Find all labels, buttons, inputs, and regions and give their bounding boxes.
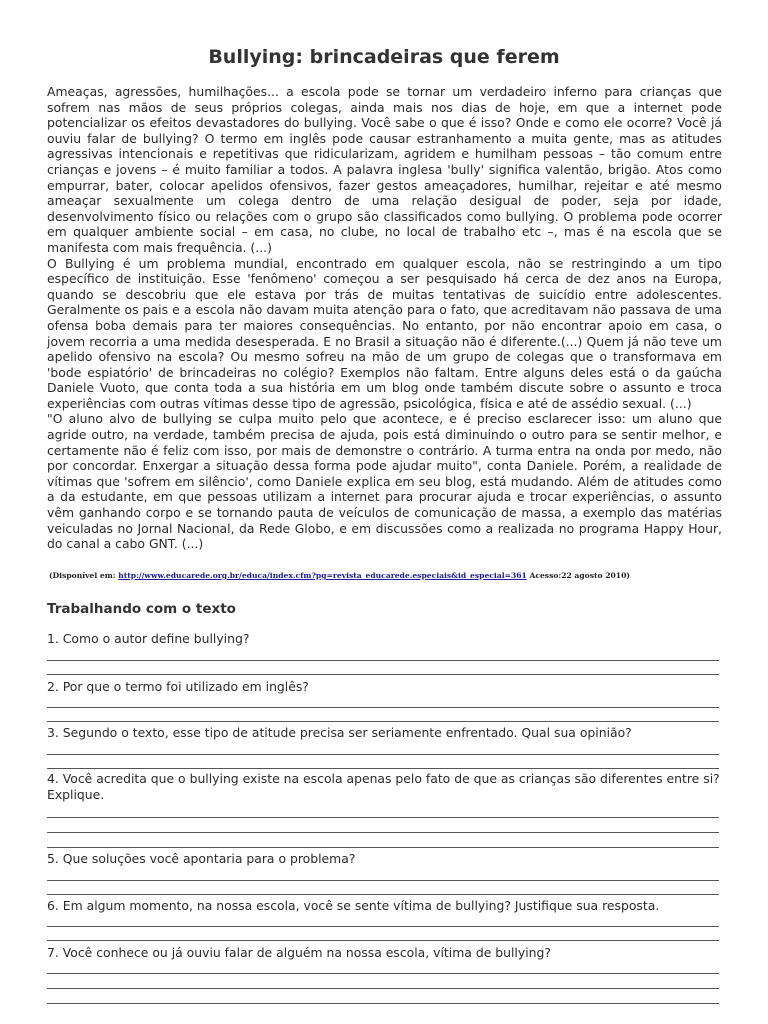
paragraph: O Bullying é um problema mundial, encontrado em qualquer escola, não se restringindo a um tipo específico de instituição. Esse 'fenômeno' começou a ser pesquisado há cerca de dez anos na Europa, quando se descobriu que ele estava por trás de muitas tentativas de suicídio entre adolescentes. Geralmente os pais e a escola não davam muita atenção para o fato, que acreditavam não passava de uma ofensa boba demais para ter maiores consequências. No entanto, por não encontrar apoio em casa, o jovem recorria a uma medida desesperada. E no Brasil a situação não é diferente.(...) Quem já não teve um apelido ofensivo na escola? Ou mesmo sofreu na mão de um grupo de colegas que o transformava em 'bode espiatório' de brincadeiras no colégio? Exemplos não faltam. Entre alguns deles está o da gaúcha Daniele Vuoto, que conta toda a sua história em um blog onde também discute sobre o assunto e troca experiências com outras vítimas desse tipo de agressão, psicológica, física e até de assédio sexual. (...) (47, 255, 722, 411)
section-title: Trabalhando com o texto (47, 601, 236, 617)
answer-line[interactable] (47, 973, 719, 974)
paragraph: "O aluno alvo de bullying se culpa muito pelo que acontece, e é preciso esclarecer isso: um aluno que agride outro, na verdade, também precisa de ajuda, pois está diminuindo o outro para se sentir melhor, e certamente não é feliz com isso, por mais de demonstre o contrário. A turma entra na onda por medo, não por concordar. Enxergar a situação dessa forma pode ajudar muito", conta Daniele. Porém, a realidade de vítimas que 'sofrem em silêncio', como Daniele explica em seu blog, está mudando. Além de atitudes como a da estudante, em que pessoas utilizam a internet para procurar ajuda e trocar experiências, o assunto vêm ganhando corpo e se tornando pauta de veículos de comunicação de massa, a exemplo das matérias veiculadas no Jornal Nacional, da Rede Globo, e em discussões como a realizada no programa Happy Hour, do canal a cabo GNT. (...) (47, 411, 722, 552)
source-prefix: (Disponível em: (49, 571, 119, 580)
answer-line[interactable] (47, 940, 719, 941)
answer-line[interactable] (47, 721, 719, 722)
page-title: Bullying: brincadeiras que ferem (208, 46, 560, 68)
source-citation (49, 571, 729, 580)
question-3: 3. Segundo o texto, esse tipo de atitude precisa ser seriamente enfrentado. Qual sua opinião? (47, 725, 632, 740)
answer-line[interactable] (47, 1003, 719, 1004)
answer-line[interactable] (47, 926, 719, 927)
question-4: 4. Você acredita que o bullying existe na escola apenas pelo fato de que as crianças são diferentes entre si? Explique. (47, 771, 720, 802)
question-7: 7. Você conhece ou já ouviu falar de alguém na nossa escola, vítima de bullying? (47, 945, 551, 960)
source-suffix: Acesso:22 agosto 2010) (526, 571, 630, 580)
answer-line[interactable] (47, 660, 719, 661)
answer-line[interactable] (47, 880, 719, 881)
article-body (47, 84, 722, 552)
answer-line[interactable] (47, 707, 719, 708)
answer-line[interactable] (47, 768, 719, 769)
answer-line[interactable] (47, 674, 719, 675)
answer-line[interactable] (47, 847, 719, 848)
answer-line[interactable] (47, 817, 719, 818)
question-1: 1. Como o autor define bullying? (47, 631, 250, 646)
question-6: 6. Em algum momento, na nossa escola, você se sente vítima de bullying? Justifique sua resposta. (47, 898, 660, 913)
source-link[interactable]: http://www.educarede.org.br/educa/index.cfm?pg=revista_educarede.especiais&id_especial=361 (118, 571, 527, 580)
question-5: 5. Que soluções você apontaria para o problema? (47, 851, 356, 866)
paragraph: Ameaças, agressões, humilhações... a escola pode se tornar um verdadeiro inferno para crianças que sofrem nas mãos de seus próprios colegas, ainda mais nos dias de hoje, em que a internet pode potencializar os efeitos devastadores do bullying. Você sabe o que é isso? Onde e como ele ocorre? Você já ouviu falar de bullying? O termo em inglês pode causar estranhamento a muita gente, mas as atitudes agressivas intencionais e repetitivas que ridicularizam, agridem e humilham pessoas – tão comum entre crianças e jovens – é muito familiar a todos. A palavra inglesa 'bully' significa valentão, brigão. Atos como empurrar, bater, colocar apelidos ofensivos, fazer gestos ameaçadores, humilhar, rejeitar e até mesmo ameaçar sexualmente um colega dentro de uma relação desigual de poder, seja por idade, desenvolvimento físico ou relações com o grupo são classificados como bullying. O problema pode ocorrer em qualquer ambiente social – em casa, no clube, no local de trabalho etc –, mas é na escola que se manifesta com mais frequência. (...) (47, 84, 722, 255)
answer-line[interactable] (47, 832, 719, 833)
answer-line[interactable] (47, 754, 719, 755)
question-2: 2. Por que o termo foi utilizado em inglês? (47, 679, 309, 694)
answer-line[interactable] (47, 894, 719, 895)
answer-line[interactable] (47, 988, 719, 989)
